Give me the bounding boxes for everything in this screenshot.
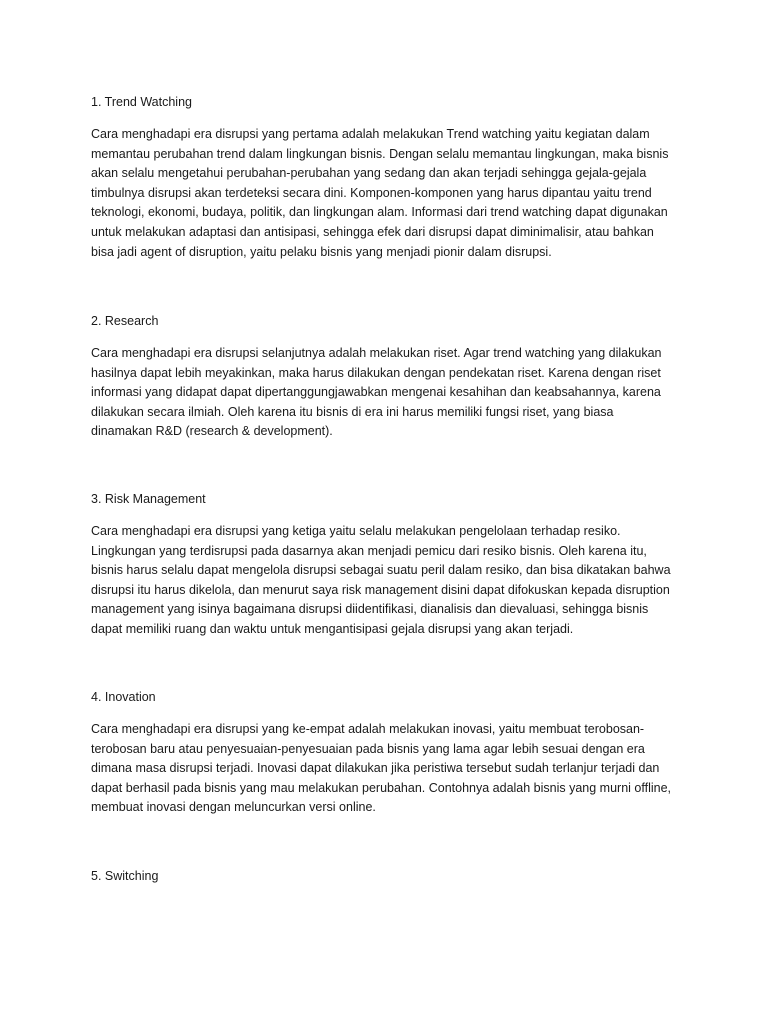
section-heading-inovation: 4. Inovation	[91, 690, 156, 704]
paragraph-line: Cara menghadapi era disrupsi selanjutnya adalah melakukan riset. Agar trend watching yang dilakukan	[91, 346, 662, 360]
paragraph-line: Cara menghadapi era disrupsi yang ketiga yaitu selalu melakukan pengelolaan terhadap resiko.	[91, 524, 621, 538]
section-heading-risk-management: 3. Risk Management	[91, 492, 206, 506]
paragraph-line: timbulnya disrupsi akan terdeteksi secara dini. Komponen-komponen yang harus dipantau yaitu trend	[91, 185, 652, 200]
paragraph-line: akan selalu mengetahui perubahan-perubahan yang sedang dan akan terjadi sehingga gejala-gejala	[91, 166, 647, 181]
paragraph-line: hasilnya dapat lebih meyakinkan, maka harus dilakukan dengan pendekatan riset. Karena dengan riset	[91, 365, 661, 380]
paragraph-line: teknologi, ekonomi, budaya, politik, dan lingkungan alam. Informasi dari trend watching dapat digunakan	[91, 205, 668, 220]
paragraph-line: management yang isinya bagaimana disrupsi diidentifikasi, dianalisis dan dievaluasi, sehingga bisnis	[91, 602, 649, 617]
paragraph-line: dinamakan R&D (research & development).	[91, 424, 333, 439]
section-paragraph-research	[91, 344, 661, 442]
paragraph-line: Cara menghadapi era disrupsi yang pertama adalah melakukan Trend watching yaitu kegiatan dalam	[91, 127, 650, 141]
paragraph-line: Lingkungan yang terdisrupsi pada dasarnya akan menjadi pemicu dari resiko bisnis. Oleh karena itu,	[91, 543, 647, 558]
paragraph-line: dapat berhasil pada bisnis yang mau melakukan perubahan. Contohnya adalah bisnis yang murni offline,	[91, 780, 672, 795]
paragraph-line: dilakukan secara ilmiah. Oleh karena itu bisnis di era ini harus memiliki fungsi riset, yang biasa	[91, 404, 614, 419]
section-heading-trend-watching: 1. Trend Watching	[91, 95, 192, 109]
section-paragraph-inovation	[91, 720, 671, 818]
paragraph-line: disrupsi itu harus dikelola, dan menurut saya risk management disini dapat difokuskan kepada disruption	[91, 582, 670, 597]
section-heading-switching: 5. Switching	[91, 869, 159, 883]
paragraph-line: informasi yang didapat dapat dipertanggungjawabkan mengenai kesahihan dan keabsahannya, karena	[91, 385, 661, 400]
paragraph-line: Cara menghadapi era disrupsi yang ke-empat adalah melakukan inovasi, yaitu membuat terobosan-	[91, 722, 645, 736]
paragraph-line: bisnis harus selalu dapat mengelola disrupsi sebagai suatu peril dalam resiko, dan bisa dikatakan bahwa	[91, 563, 671, 578]
section-paragraph-trend-watching	[91, 125, 668, 262]
paragraph-line: dimana masa disrupsi terjadi. Inovasi dapat dilakukan jika peristiwa tersebut sudah terlanjur terjadi dan	[91, 761, 660, 776]
paragraph-line: bisa jadi agent of disruption, yaitu pelaku bisnis yang menjadi pionir dalam disrupsi.	[91, 244, 552, 259]
paragraph-line: untuk melakukan adaptasi dan antisipasi, sehingga efek dari disrupsi dapat diminimalisir, atau bahkan	[91, 224, 654, 239]
paragraph-line: terobosan baru atau penyesuaian-penyesuaian pada bisnis yang lama agar lebih sesuai dengan era	[91, 741, 645, 756]
paragraph-line: memantau perubahan trend dalam lingkungan bisnis. Dengan selalu memantau lingkungan, maka bisnis	[91, 146, 669, 161]
paragraph-line: membuat inovasi dengan meluncurkan versi online.	[91, 800, 376, 815]
section-heading-research: 2. Research	[91, 314, 159, 328]
section-paragraph-risk-management	[91, 522, 671, 640]
paragraph-line: dapat memiliki ruang dan waktu untuk mengantisipasi gejala disrupsi yang akan terjadi.	[91, 621, 574, 636]
